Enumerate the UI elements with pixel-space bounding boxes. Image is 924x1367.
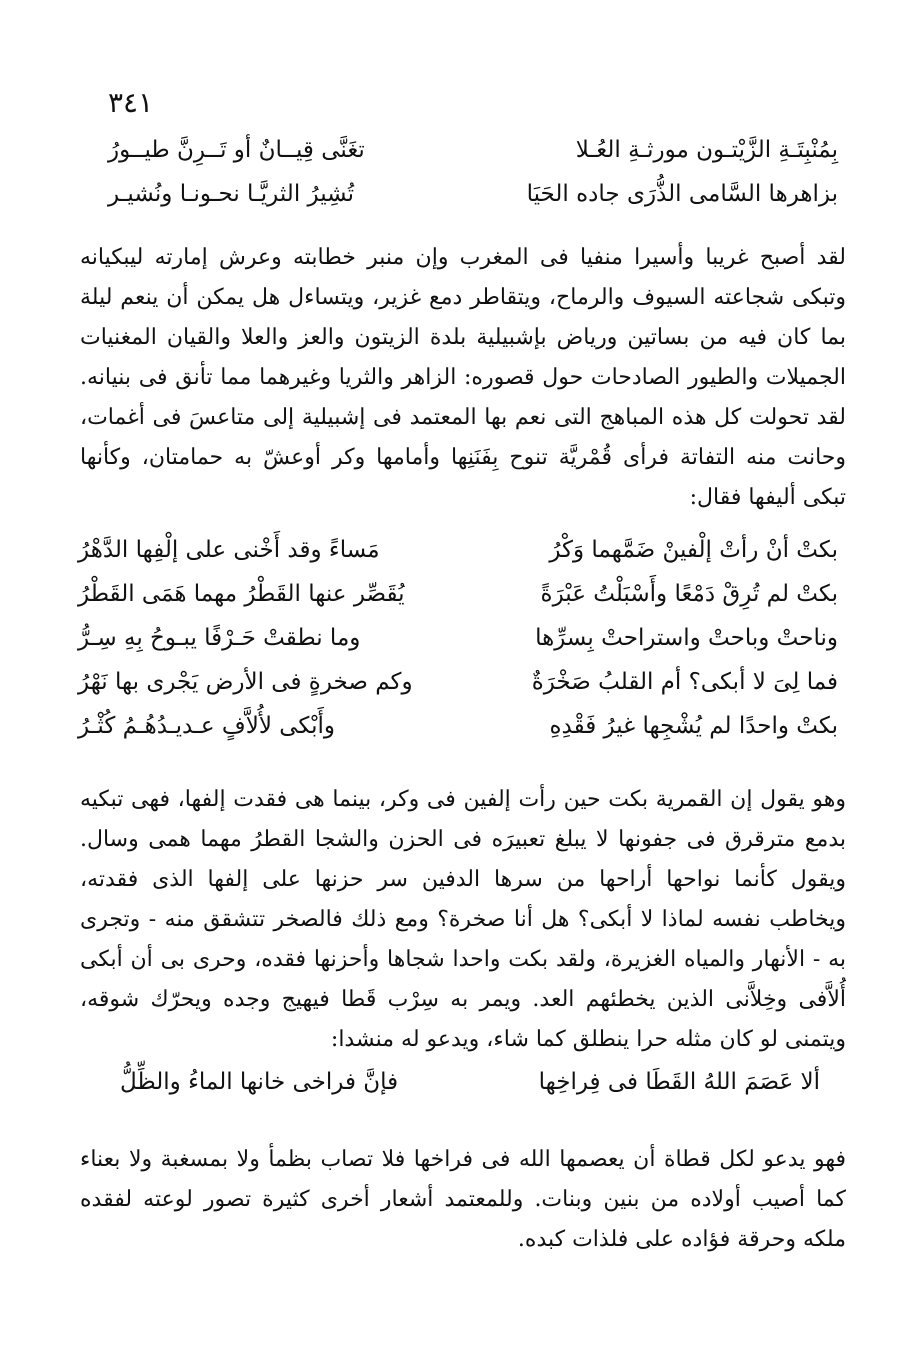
verse-hemistich-first: ألا عَصَمَ اللهُ القَطَا فى فِراخِها [538,1069,820,1095]
verse-top [108,128,838,216]
verse-hemistich-first: بِمُنْبِتَـةِ الزَّيْتـون مورثـةِ العُـلا [575,137,838,163]
verse-line [108,172,838,216]
verse-line [120,1060,820,1104]
verse-hemistich-first: وناحتْ وباحتْ واستراحتْ بِسرِّها [535,625,838,651]
verse-hemistich-first: بكتْ لم تُرِقْ دَمْعًا وأَسْبَلْتُ عَبْرَةً [540,581,838,607]
verse-line [78,616,838,660]
verse-hemistich-second: تغَنَّى قِيــانٌ أو تَــرِنَّ طيــورُ [108,137,365,163]
verse-hemistich-second: وأَبْكى لأُلاَّفٍ عـديـدُهُـمُ كُثْـرُ [78,713,336,739]
verse-hemistich-second: وما نطقتْ حَـرْفًا يبـوحُ بِهِ سِـرُّ [78,625,361,651]
verse-hemistich-second: فإنَّ فراخى خانها الماءُ والظِّلُّ [120,1069,399,1095]
verse-poem [78,528,838,748]
paragraph-text: وهو يقول إن القمرية بكت حين رأت إلفين فى وكر، بينما هى فقدت إلفها، فهى تبكيه بدمع مترقرق فى جفونها لا يبلغ تعبيرَه فى الحزن والشجا القطرُ مهما همى وسال. ويقول كأنما نواحها أراحها من سرها الدفين سر حزنها على إلفها الذى فقدته، ويخاطب نفسه لماذا لا أبكى؟ هل أنا صخرة؟ ومع ذلك فالصخر تتشقق منه - وتجرى به - الأنهار والمياه الغزيرة، ولقد بكت واحدا شجاها وأحزنها فقده، وحرى بى أن أبكى أُلاَّفى وخِلاَّنى الذين يخطئهم العد. ويمر به سِرْب قَطا فيهيج وجده ويحرّك شوقه، ويتمنى لو كان مثله حرا ينطلق كما شاء، ويدعو له منشدا: [80,787,846,1052]
paragraph-2 [80,780,846,1060]
paragraph-3 [80,1140,846,1260]
page-number: ٣٤١ [108,86,154,119]
verse-line [78,660,838,704]
verse-line [78,528,838,572]
verse-line [108,128,838,172]
verse-hemistich-first: بكتْ أنْ رأتْ إلْفينْ ضَمَّهما وَكْرُ [549,537,838,563]
verse-hemistich-second: مَساءً وقد أَخْنى على إلْفِها الدَّهْرُ [78,537,380,563]
verse-hemistich-second: تُشِيرُ الثريَّـا نحـونـا ونُشيـر [108,181,355,207]
paragraph-text: فهو يدعو لكل قطاة أن يعصمها الله فى فراخها فلا تصاب بظمأ ولا بمسغبة ولا بعناء كما أصيب أولاده من بنين وبنات. وللمعتمد أشعار أخرى كثيرة تصور لوعته لفقده ملكه وحرقة فؤاده على فلذات كبده. [80,1147,846,1252]
verse-single [120,1060,820,1104]
verse-hemistich-second: وكم صخرةٍ فى الأرض يَجْرى بها نَهْرُ [78,669,413,695]
verse-line [78,572,838,616]
paragraph-1 [80,238,846,518]
paragraph-text: لقد أصبح غريبا وأسيرا منفيا فى المغرب وإن منبر خطابته وعرش إمارته ليبكيانه وتبكى شجاعته السيوف والرماح، ويتقاطر دمع غزير، ويتساءل هل يمكن أن ينعم ليلة بما كان فيه من بساتين ورياض بإشبيلية بلدة الزيتون والعز والعلا والقيان المغنيات الجميلات والطيور الصادحات حول قصوره: الزاهر والثريا وغيرهما مما تأنق فى بنيانه. لقد تحولت كل هذه المباهج التى نعم بها المعتمد فى إشبيلية إلى متاعسَ فى أغمات، وحانت منه التفاتة فرأى قُمْريَّة تنوح بِفَنَنِها وأمامها وكر أوعشّ به حمامتان، وكأنها تبكى أليفها فقال: [80,245,846,510]
verse-hemistich-first: فما لِىَ لا أبكى؟ أم القلبُ صَخْرَةٌ [531,669,838,695]
verse-hemistich-first: بكتْ واحدًا لم يُشْجِها غيرُ فَقْدِهِ [549,713,838,739]
verse-line [78,704,838,748]
verse-hemistich-first: بزاهرها السَّامى الذُّرَى جاده الحَيَا [526,181,838,207]
verse-hemistich-second: يُقَصِّر عنها القَطْرُ مهما هَمَى القَطْرُ [78,581,405,607]
